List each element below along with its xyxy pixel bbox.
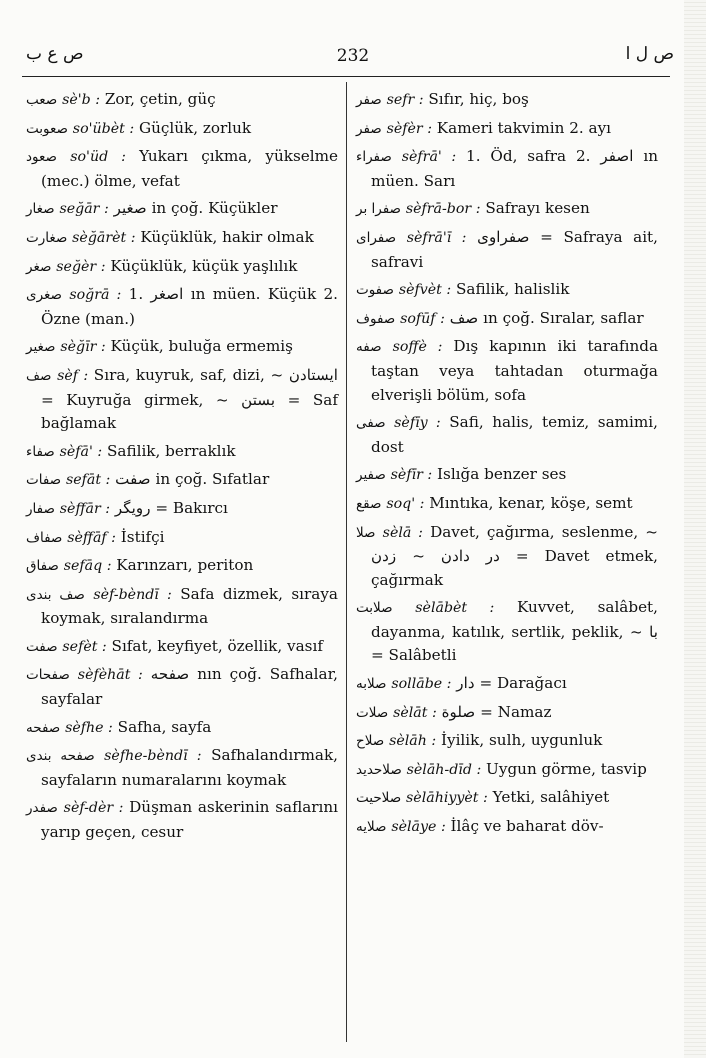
dictionary-entry xyxy=(356,145,658,193)
entry-arabic-script: صفحه xyxy=(26,719,61,736)
dictionary-entry xyxy=(356,226,658,274)
entry-definition: Güçlük, zorluk xyxy=(134,118,252,137)
entry-arabic-script: صقع xyxy=(356,495,382,512)
dictionary-entry xyxy=(356,672,658,697)
entry-arabic-script: صلا xyxy=(356,524,376,541)
entry-definition: Sıfat, keyfiyet, özellik, vasıf xyxy=(106,636,323,655)
dictionary-entry xyxy=(356,758,658,783)
dictionary-entry xyxy=(26,497,338,522)
left-column xyxy=(26,88,338,849)
entry-transliteration: sèlāye : xyxy=(391,819,446,836)
entry-definition: Kuvvet, salâbet, dayanma, katılık, sertlik, peklik, ~ با = Salâbetli xyxy=(371,598,658,665)
header-left-guide-letters: ص ع ب xyxy=(26,44,84,64)
entry-definition: Mıntıka, kenar, köşe, semt xyxy=(424,493,633,512)
dictionary-entry xyxy=(26,117,338,142)
entry-definition: İstifçi xyxy=(115,527,165,546)
entry-transliteration: sèlābèt : xyxy=(415,600,495,617)
entry-transliteration: sèfā' : xyxy=(59,443,103,460)
entry-definition: Sıfır, hiç, boş xyxy=(423,90,529,108)
entry-transliteration: sèlā : xyxy=(382,524,423,541)
entry-definition: Küçük, buluğa ermemiş xyxy=(105,337,293,356)
entry-definition: Düşman askerinin saflarını yarıp geçen, cesur xyxy=(41,798,339,842)
entry-definition: Küçüklük, hakir olmak xyxy=(135,227,314,246)
entry-definition: صفحه nın çoğ. Safhalar, sayfalar xyxy=(41,665,339,709)
right-column xyxy=(356,88,658,844)
dictionary-entry xyxy=(26,744,338,792)
entry-transliteration: sèf : xyxy=(57,367,89,384)
entry-transliteration: soq' : xyxy=(386,495,425,512)
dictionary-entry xyxy=(356,729,658,754)
dictionary-entry xyxy=(356,197,658,222)
entry-transliteration: sefāq : xyxy=(63,558,112,575)
entry-arabic-script: صفاق xyxy=(26,558,59,575)
entry-transliteration: soğrā : xyxy=(69,287,122,304)
entry-transliteration: sè'b : xyxy=(62,92,101,108)
entry-arabic-script: صفحه بندى xyxy=(26,748,95,765)
entry-arabic-script: صفت xyxy=(26,638,58,655)
entry-definition: دار = Darağacı xyxy=(451,674,567,693)
dictionary-entry xyxy=(356,786,658,811)
entry-arabic-script: صلات xyxy=(356,704,389,721)
page-number: 232 xyxy=(336,46,370,66)
entry-definition: Safi, halis, temiz, samimi, dost xyxy=(371,413,658,456)
entry-arabic-script: صفير xyxy=(356,467,386,484)
entry-arabic-script: صلاحديد xyxy=(356,761,402,778)
entry-definition: Safrayı kesen xyxy=(480,199,590,218)
header-right-guide-letters: ص ل ا xyxy=(625,44,674,64)
dictionary-entry xyxy=(356,307,658,332)
entry-definition: Yetki, salâhiyet xyxy=(487,788,610,807)
dictionary-entry xyxy=(356,521,658,593)
entry-arabic-script: صلابه xyxy=(356,676,387,693)
dictionary-entry xyxy=(356,463,658,488)
entry-transliteration: sefāt : xyxy=(65,472,111,489)
entry-arabic-script: صلاح xyxy=(356,733,385,750)
dictionary-entry xyxy=(26,88,338,113)
entry-transliteration: sèğārèt : xyxy=(72,229,136,246)
entry-definition: Safilik, berraklık xyxy=(102,441,236,460)
entry-transliteration: sèfrā-bor : xyxy=(405,201,481,218)
entry-arabic-script: صفاف xyxy=(26,529,63,546)
entry-definition: Dış kapının iki tarafında taştan veya tahtadan oturmağa elverişli bölüm, sofa xyxy=(371,337,659,404)
entry-arabic-script: صغارت xyxy=(26,229,68,246)
entry-arabic-script: صلايه xyxy=(356,819,387,836)
entry-transliteration: sèfèhāt : xyxy=(77,667,143,684)
entry-definition: صف ın çoğ. Sıralar, saflar xyxy=(444,308,644,327)
entry-arabic-script: صفر xyxy=(356,120,382,137)
entry-transliteration: sèfèr : xyxy=(386,120,432,137)
entry-definition: Safilik, halislik xyxy=(451,280,570,299)
entry-arabic-script: صفراى xyxy=(356,229,397,246)
dictionary-entry xyxy=(26,635,338,660)
entry-transliteration: seğèr : xyxy=(56,258,106,275)
dictionary-entry xyxy=(26,468,338,493)
entry-arabic-script: صغار xyxy=(26,201,55,218)
entry-transliteration: sollābe : xyxy=(391,676,452,693)
entry-definition: صلوة = Namaz xyxy=(436,702,552,721)
entry-transliteration: sèf-dèr : xyxy=(63,800,124,817)
dictionary-entry xyxy=(26,526,338,551)
column-divider xyxy=(346,82,347,1042)
entry-transliteration: sefr : xyxy=(386,92,424,108)
entry-arabic-script: صفرا بر xyxy=(356,201,401,218)
entry-arabic-script: صف xyxy=(26,367,52,384)
entry-arabic-script: صفات xyxy=(26,472,62,489)
entry-arabic-script: صلابت xyxy=(356,600,393,617)
entry-transliteration: sefèt : xyxy=(62,638,107,655)
entry-arabic-script: صفاء xyxy=(26,443,55,460)
dictionary-entry xyxy=(356,492,658,517)
dictionary-entry xyxy=(26,145,338,193)
entry-definition: İlâç ve baharat döv- xyxy=(445,817,604,836)
entry-arabic-script: صغرى xyxy=(26,287,62,304)
entry-definition: Uygun görme, tasvip xyxy=(481,759,647,778)
dictionary-entry xyxy=(26,255,338,280)
entry-arabic-script: صعب xyxy=(26,92,58,108)
dictionary-entry xyxy=(26,440,338,465)
entry-definition: 1. Öd, safra 2. اصفر ın müen. Sarı xyxy=(371,147,659,190)
entry-definition: Safhalandırmak, sayfaların numaralarını koymak xyxy=(41,746,339,789)
dictionary-entry xyxy=(26,796,338,844)
entry-definition: صفت in çoğ. Sıfatlar xyxy=(110,470,270,489)
entry-definition: Sıra, kuyruk, saf, dizi, ~ ايستادن = Kuyruğa girmek, ~ بستن = Saf bağlamak xyxy=(41,365,338,433)
dictionary-entry xyxy=(26,663,338,711)
entry-transliteration: seğār : xyxy=(59,201,109,218)
entry-transliteration: sèffāf : xyxy=(67,529,116,546)
entry-definition: صغير in çoğ. Küçükler xyxy=(108,199,278,218)
entry-arabic-script: صفه xyxy=(356,339,382,356)
entry-arabic-script: صفراء xyxy=(356,149,392,166)
entry-transliteration: sèfhe : xyxy=(65,719,113,736)
entry-transliteration: sofūf : xyxy=(400,310,445,327)
entry-transliteration: sèfīy : xyxy=(394,415,441,432)
dictionary-entry xyxy=(356,411,658,459)
dictionary-entry xyxy=(356,88,658,113)
entry-transliteration: sèffār : xyxy=(59,500,111,517)
entry-transliteration: sèf-bèndī : xyxy=(93,586,172,603)
entry-definition: Safa dizmek, sıraya koymak, sıralandırma xyxy=(41,584,338,628)
entry-definition: Kameri takvimin 2. ayı xyxy=(431,118,612,137)
entry-transliteration: sèlāh : xyxy=(389,733,437,750)
entry-arabic-script: صغر xyxy=(26,258,52,275)
entry-definition: Davet, çağırma, seslenme, ~ در دادن ~ زدن = Davet etmek, çağırmak xyxy=(371,522,659,589)
dictionary-entry xyxy=(26,554,338,579)
entry-definition: Karınzarı, periton xyxy=(111,556,254,575)
entry-arabic-script: صفار xyxy=(26,500,55,517)
entry-transliteration: so'üd : xyxy=(70,149,126,166)
entry-arabic-script: صفوت xyxy=(356,282,394,299)
header-rule xyxy=(22,76,670,77)
entry-definition: Küçüklük, küçük yaşlılık xyxy=(105,256,298,275)
entry-transliteration: soffè : xyxy=(392,339,443,356)
entry-transliteration: so'übèt : xyxy=(72,120,135,137)
entry-definition: صفراوى = Safraya ait, safravi xyxy=(371,227,658,271)
entry-transliteration: sèfhe-bèndī : xyxy=(104,748,202,765)
entry-transliteration: sèfvèt : xyxy=(398,282,452,299)
entry-arabic-script: صفدر xyxy=(26,800,58,817)
entry-transliteration: sèfrā'ī : xyxy=(406,229,467,246)
dictionary-entry xyxy=(356,701,658,726)
entry-transliteration: sèlāhiyyèt : xyxy=(406,790,488,807)
entry-definition: رويگر = Bakırcı xyxy=(110,498,228,517)
entry-arabic-script: صف بندى xyxy=(26,586,85,603)
entry-arabic-script: صفوف xyxy=(356,310,396,327)
entry-definition: İyilik, sulh, uygunluk xyxy=(436,731,603,750)
entry-definition: Islığa benzer ses xyxy=(432,465,567,484)
dictionary-entry xyxy=(26,283,338,331)
dictionary-entry xyxy=(356,278,658,303)
dictionary-entry xyxy=(26,364,338,436)
entry-definition: Yukarı çıkma, yükselme (mec.) ölme, vefat xyxy=(41,147,338,190)
dictionary-entry xyxy=(26,335,338,360)
entry-transliteration: sèfrā' : xyxy=(401,149,457,166)
dictionary-entry xyxy=(26,226,338,251)
entry-definition: Zor, çetin, güç xyxy=(100,90,216,108)
entry-transliteration: sèğīr : xyxy=(60,339,106,356)
entry-arabic-script: صلاحيت xyxy=(356,790,402,807)
page-edge xyxy=(684,0,706,1058)
dictionary-entry xyxy=(356,335,658,407)
entry-transliteration: sèlāt : xyxy=(393,704,437,721)
entry-transliteration: sèlāh-dīd : xyxy=(406,761,482,778)
dictionary-entry xyxy=(26,716,338,741)
entry-definition: 1. اصغر ın müen. Küçük 2. Özne (man.) xyxy=(41,285,338,328)
dictionary-entry xyxy=(26,197,338,222)
dictionary-entry xyxy=(26,583,338,631)
dictionary-entry xyxy=(356,596,658,668)
entry-arabic-script: صغير xyxy=(26,339,56,356)
entry-arabic-script: صعود xyxy=(26,149,57,166)
dictionary-entry xyxy=(356,117,658,142)
entry-definition: Safha, sayfa xyxy=(112,717,212,736)
entry-transliteration: sèfīr : xyxy=(390,467,433,484)
dictionary-entry xyxy=(356,815,658,840)
entry-arabic-script: صعوبت xyxy=(26,120,68,137)
entry-arabic-script: صفر xyxy=(356,92,382,108)
entry-arabic-script: صفحات xyxy=(26,667,70,684)
entry-arabic-script: صفى xyxy=(356,415,386,432)
